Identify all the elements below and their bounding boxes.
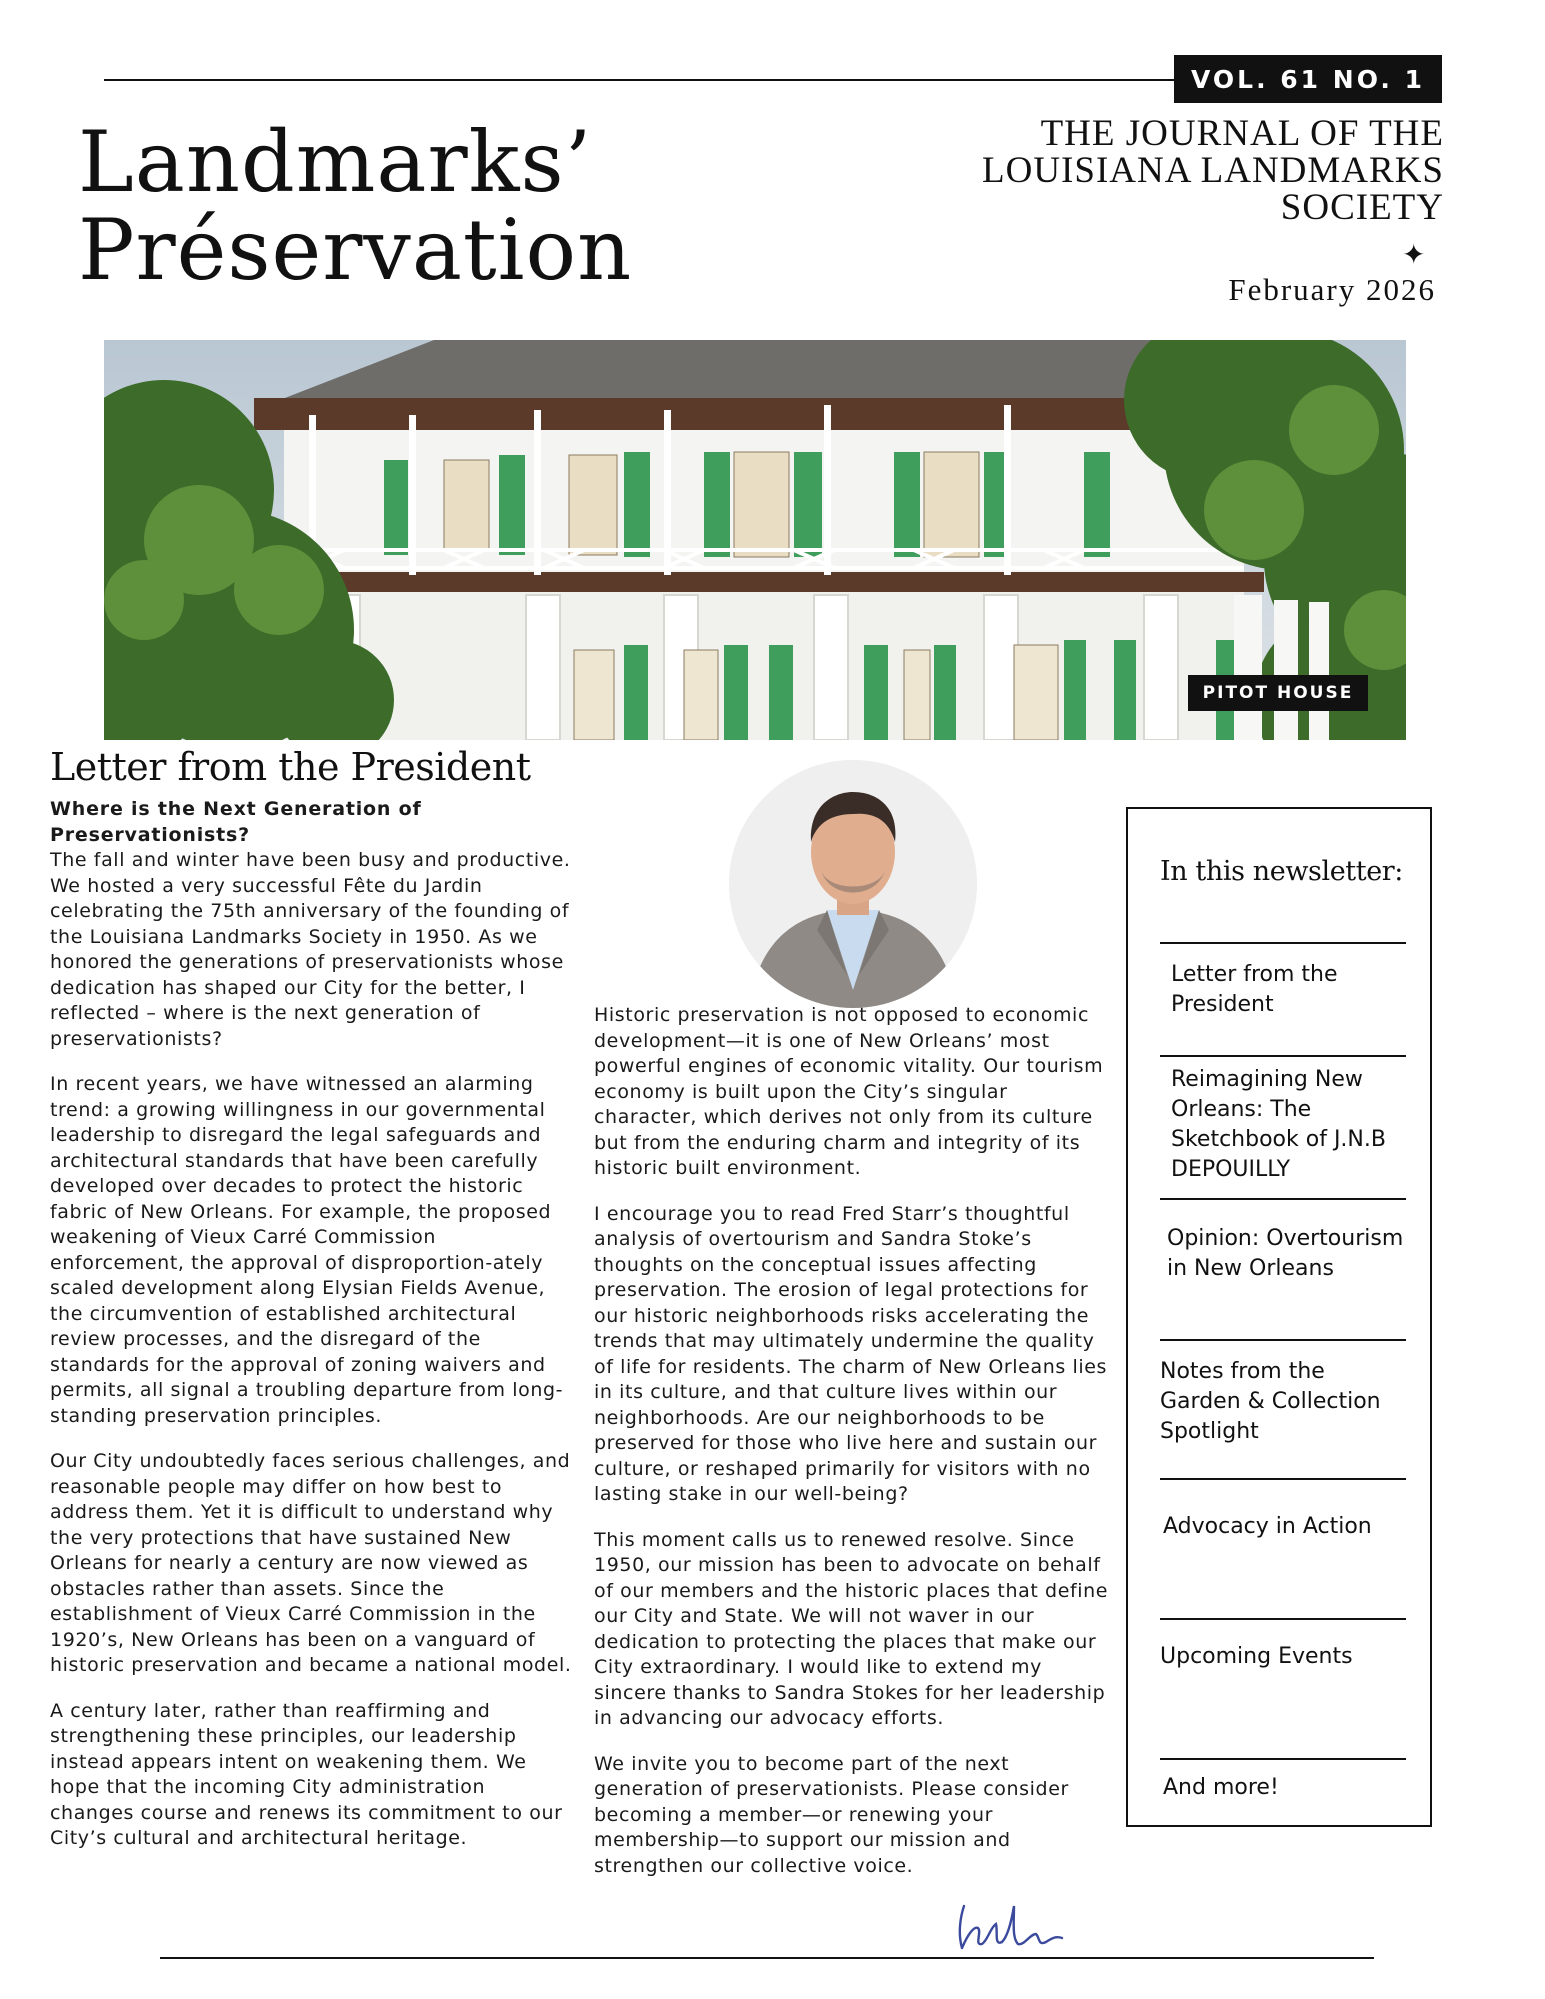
letter-paragraph: Historic preservation is not opposed to economic development—it is one of New Orleans’ most powerful engines of economic vitality. Our tourism economy is built upon the City’s singular character, which derives not only from its culture but from the enduring charm and integrity of its historic built environment.	[594, 1004, 1104, 1179]
letter-right-column	[594, 1003, 1114, 1899]
letter-title: Letter from the President	[50, 745, 531, 789]
contents-item: And more!	[1163, 1775, 1279, 1800]
contents-divider	[1160, 942, 1406, 944]
letter-subhead-line-2: Preservationists?	[50, 823, 250, 846]
letter-subhead-line-1: Where is the Next Generation of	[50, 798, 422, 820]
contents-item: Letter from the President	[1171, 962, 1338, 1017]
letter-paragraph: We invite you to become part of the next generation of preservationists. Please consider becoming a member—or renewing your membership—to support our mission and strengthen our collective voice.	[594, 1752, 1069, 1877]
journal-line-1: THE JOURNAL OF THE	[1040, 113, 1444, 154]
contents-divider	[1160, 1758, 1406, 1760]
contents-item: Advocacy in Action	[1163, 1514, 1372, 1539]
journal-line-2: LOUISIANA LANDMARKS	[982, 150, 1444, 191]
contents-divider	[1160, 1478, 1406, 1480]
letter-paragraph: This moment calls us to renewed resolve. Since 1950, our mission has been to advocate on behalf of our members and the historic places that define our City and State. We will not waver in our dedication to protecting the places that make our City extraordinary. I would like to extend my sincere thanks to Sandra Stokes for her leadership in advancing our advocacy efforts.	[594, 1528, 1109, 1729]
contents-divider	[1160, 1055, 1406, 1057]
contents-divider	[1160, 1339, 1406, 1341]
bottom-rule	[160, 1957, 1374, 1959]
letter-left-column	[50, 797, 572, 1872]
letter-paragraph: A century later, rather than reaffirming and strengthening these principles, our leadership instead appears intent on weakening them. We hope that the incoming City administration changes course and renews its commitment to our City’s cultural and architectural heritage.	[50, 1699, 563, 1849]
masthead-line-1: Landmarks’	[78, 113, 593, 211]
sparkle-icon: ✦	[1402, 238, 1426, 271]
contents-divider	[1160, 1618, 1406, 1620]
volume-badge: VOL. 61 NO. 1	[1174, 55, 1442, 103]
masthead-title	[78, 113, 778, 299]
issue-date: February 2026	[1228, 272, 1436, 307]
contents-item: Upcoming Events	[1160, 1644, 1353, 1669]
photo-caption: PITOT HOUSE	[1188, 675, 1368, 711]
top-rule	[104, 79, 1184, 81]
contents-item: Notes from the Garden & Collection Spotlight	[1160, 1359, 1381, 1444]
contents-divider	[1160, 1198, 1406, 1200]
letter-paragraph: The fall and winter have been busy and productive. We hosted a very successful Fête du Jardin celebrating the 75th anniversary of the founding of the Louisiana Landmarks Society in 1950. As we honored the generations of preservationists whose dedication has shaped our City for the better, I reflected – where is the next generation of preservationists?	[50, 849, 571, 1050]
letter-paragraph: I encourage you to read Fred Starr’s thoughtful analysis of overtourism and Sandra Stoke’s thoughts on the conceptual issues affecting preservation. The erosion of legal protections for our historic neighborhoods risks accelerating the trends that may ultimately undermine the quality of life for residents. The charm of New Orleans lies in its culture, and that culture lives within our neighborhoods. Are our neighborhoods to be preserved for those who live here and sustain our culture, or reshaped primarily for visitors with no lasting stake in our well-being?	[594, 1202, 1108, 1505]
contents-title: In this newsletter:	[1160, 856, 1403, 887]
journal-line-3: SOCIETY	[1280, 187, 1444, 228]
letter-paragraph: In recent years, we have witnessed an alarming trend: a growing willingness in our governmental leadership to disregard the legal safeguards and architectural standards that have been carefully developed over decades to protect the historic fabric of New Orleans. For example, the proposed weakening of Vieux Carré Commission enforcement, the approval of disproportion-ately scaled development along Elysian Fields Avenue, the circumvention of established architectural review processes, and the disregard of the standards for the approval of zoning waivers and permits, all signal a troubling departure from long-standing preservation principles.	[50, 1073, 564, 1427]
journal-name	[930, 115, 1444, 226]
president-signature	[952, 1898, 1072, 1956]
contents-item: Opinion: Overtourism in New Orleans	[1167, 1226, 1404, 1281]
masthead-line-2: Préservation	[78, 201, 633, 299]
letter-paragraph: Our City undoubtedly faces serious challenges, and reasonable people may differ on how best to address them. Yet it is difficult to understand why the very protections that have sustained New Orleans for nearly a century are now viewed as obstacles rather than assets. Since the establishment of Vieux Carré Commission in the 1920’s, New Orleans has been on a vanguard of historic preservation and became a national model.	[50, 1450, 572, 1676]
president-portrait	[729, 760, 977, 1008]
contents-item: Reimagining New Orleans: The Sketchbook of J.N.B DEPOUILLY	[1171, 1067, 1386, 1182]
